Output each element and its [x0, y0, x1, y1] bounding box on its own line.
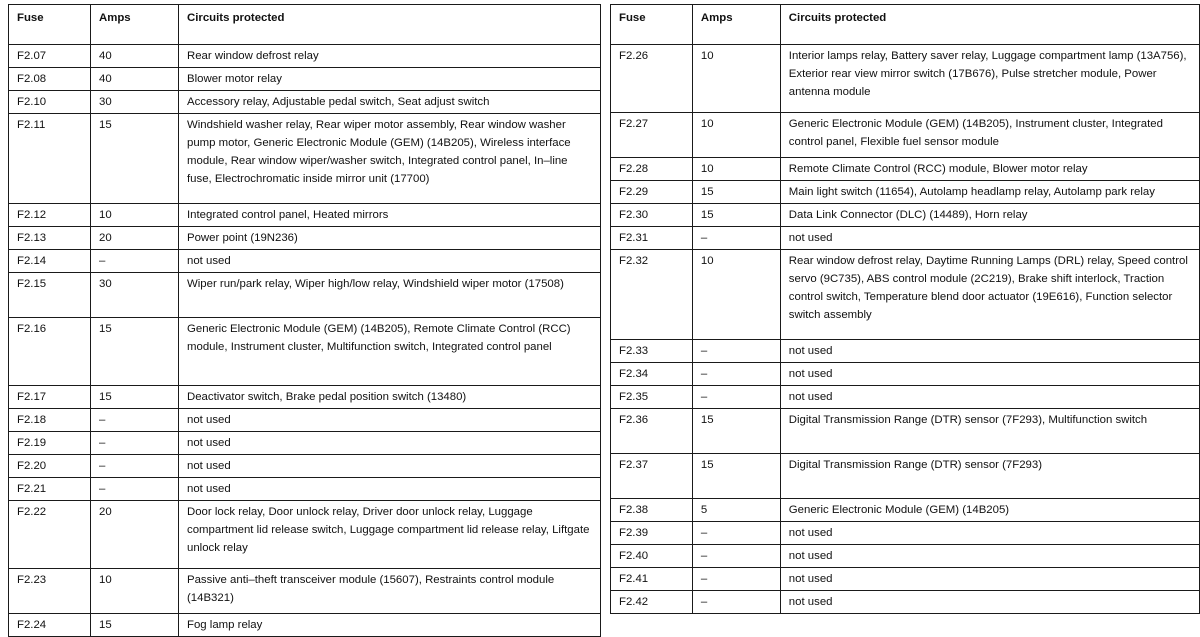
amps-cell: 15	[91, 386, 179, 409]
header-fuse: Fuse	[611, 5, 693, 45]
circuits-cell: Blower motor relay	[179, 68, 601, 91]
fuse-cell: F2.20	[9, 455, 91, 478]
circuits-cell: Door lock relay, Door unlock relay, Driver door unlock relay, Luggage compartment lid release switch, Luggage compartment lid release relay, Liftgate unlock relay	[179, 501, 601, 569]
amps-cell: –	[692, 522, 780, 545]
table-row	[611, 568, 1200, 591]
amps-cell: –	[91, 409, 179, 432]
table-row	[9, 68, 601, 91]
circuits-cell: Power point (19N236)	[179, 227, 601, 250]
fuse-cell: F2.19	[9, 432, 91, 455]
table-row	[611, 340, 1200, 363]
table-row	[611, 250, 1200, 340]
table-row	[611, 545, 1200, 568]
amps-cell: 20	[91, 501, 179, 569]
circuits-cell: Generic Electronic Module (GEM) (14B205), Remote Climate Control (RCC) module, Instrument cluster, Multifunction switch, Integrated control panel	[179, 318, 601, 386]
header-circuits: Circuits protected	[179, 5, 601, 45]
fuse-cell: F2.39	[611, 522, 693, 545]
header-amps: Amps	[692, 5, 780, 45]
table-row	[9, 432, 601, 455]
fuse-cell: F2.36	[611, 409, 693, 454]
table-row	[9, 501, 601, 569]
circuits-cell: Data Link Connector (DLC) (14489), Horn relay	[780, 204, 1199, 227]
fuse-cell: F2.42	[611, 591, 693, 614]
fuse-cell: F2.35	[611, 386, 693, 409]
fuse-cell: F2.29	[611, 181, 693, 204]
circuits-cell: Rear window defrost relay, Daytime Running Lamps (DRL) relay, Speed control servo (9C735), ABS control module (2C219), Brake shift interlock, Traction control switch, Temperature blend door actuator (19E616), Function selector switch assembly	[780, 250, 1199, 340]
amps-cell: 10	[692, 158, 780, 181]
circuits-cell: not used	[179, 478, 601, 501]
amps-cell: –	[692, 568, 780, 591]
fuse-table-left	[8, 4, 601, 637]
fuse-cell: F2.27	[611, 113, 693, 158]
amps-cell: 15	[91, 318, 179, 386]
header-circuits: Circuits protected	[780, 5, 1199, 45]
amps-cell: –	[692, 340, 780, 363]
amps-cell: 10	[692, 45, 780, 113]
table-row	[611, 113, 1200, 158]
fuse-cell: F2.13	[9, 227, 91, 250]
circuits-cell: not used	[179, 409, 601, 432]
amps-cell: 30	[91, 273, 179, 318]
table-row	[9, 204, 601, 227]
circuits-cell: not used	[780, 545, 1199, 568]
circuits-cell: Digital Transmission Range (DTR) sensor (7F293), Multifunction switch	[780, 409, 1199, 454]
table-row	[611, 409, 1200, 454]
fuse-cell: F2.23	[9, 569, 91, 614]
circuits-cell: not used	[780, 340, 1199, 363]
amps-cell: –	[692, 386, 780, 409]
amps-cell: 40	[91, 68, 179, 91]
amps-cell: –	[692, 227, 780, 250]
circuits-cell: not used	[179, 455, 601, 478]
amps-cell: 10	[692, 113, 780, 158]
fuse-cell: F2.16	[9, 318, 91, 386]
amps-cell: 15	[692, 454, 780, 499]
fuse-cell: F2.17	[9, 386, 91, 409]
circuits-cell: Digital Transmission Range (DTR) sensor (7F293)	[780, 454, 1199, 499]
table-row	[9, 614, 601, 637]
fuse-cell: F2.32	[611, 250, 693, 340]
table-row	[9, 45, 601, 68]
table-row	[611, 181, 1200, 204]
table-row	[9, 273, 601, 318]
table-row	[611, 363, 1200, 386]
fuse-cell: F2.21	[9, 478, 91, 501]
amps-cell: 15	[91, 114, 179, 204]
circuits-cell: not used	[780, 363, 1199, 386]
amps-cell: 40	[91, 45, 179, 68]
circuits-cell: not used	[780, 591, 1199, 614]
circuits-cell: Accessory relay, Adjustable pedal switch, Seat adjust switch	[179, 91, 601, 114]
circuits-cell: Rear window defrost relay	[179, 45, 601, 68]
table-row	[9, 478, 601, 501]
fuse-table-right	[610, 4, 1200, 614]
table-row	[9, 318, 601, 386]
circuits-cell: not used	[780, 568, 1199, 591]
fuse-cell: F2.14	[9, 250, 91, 273]
circuits-cell: Integrated control panel, Heated mirrors	[179, 204, 601, 227]
fuse-cell: F2.18	[9, 409, 91, 432]
fuse-cell: F2.28	[611, 158, 693, 181]
circuits-cell: not used	[179, 250, 601, 273]
fuse-cell: F2.15	[9, 273, 91, 318]
table-header-row	[611, 5, 1200, 45]
amps-cell: –	[91, 432, 179, 455]
circuits-cell: not used	[780, 386, 1199, 409]
table-row	[611, 204, 1200, 227]
fuse-cell: F2.26	[611, 45, 693, 113]
circuits-cell: not used	[780, 227, 1199, 250]
table-row	[611, 522, 1200, 545]
table-row	[611, 454, 1200, 499]
amps-cell: 10	[91, 204, 179, 227]
fuse-cell: F2.33	[611, 340, 693, 363]
fuse-cell: F2.30	[611, 204, 693, 227]
table-row	[611, 227, 1200, 250]
fuse-cell: F2.12	[9, 204, 91, 227]
circuits-cell: Remote Climate Control (RCC) module, Blower motor relay	[780, 158, 1199, 181]
circuits-cell: Generic Electronic Module (GEM) (14B205), Instrument cluster, Integrated control panel, Flexible fuel sensor module	[780, 113, 1199, 158]
table-row	[9, 227, 601, 250]
amps-cell: 10	[91, 569, 179, 614]
fuse-cell: F2.07	[9, 45, 91, 68]
table-row	[9, 569, 601, 614]
amps-cell: 15	[692, 409, 780, 454]
table-header-row	[9, 5, 601, 45]
circuits-cell: Generic Electronic Module (GEM) (14B205)	[780, 499, 1199, 522]
circuits-cell: not used	[780, 522, 1199, 545]
amps-cell: –	[91, 250, 179, 273]
fuse-cell: F2.24	[9, 614, 91, 637]
fuse-cell: F2.38	[611, 499, 693, 522]
amps-cell: 15	[91, 614, 179, 637]
amps-cell: –	[692, 545, 780, 568]
table-row	[611, 158, 1200, 181]
circuits-cell: Interior lamps relay, Battery saver relay, Luggage compartment lamp (13A756), Exterior rear view mirror switch (17B676), Pulse stretcher module, Power antenna module	[780, 45, 1199, 113]
table-row	[611, 499, 1200, 522]
fuse-cell: F2.40	[611, 545, 693, 568]
table-row	[611, 45, 1200, 113]
table-row	[9, 250, 601, 273]
table-row	[9, 114, 601, 204]
amps-cell: 20	[91, 227, 179, 250]
table-row	[9, 91, 601, 114]
amps-cell: 15	[692, 181, 780, 204]
amps-cell: –	[91, 478, 179, 501]
fuse-cell: F2.10	[9, 91, 91, 114]
circuits-cell: Windshield washer relay, Rear wiper motor assembly, Rear window washer pump motor, Generic Electronic Module (GEM) (14B205), Wireless interface module, Rear window wiper/washer switch, Integrated control panel, In–line fuse, Electrochromatic inside mirror unit (17700)	[179, 114, 601, 204]
table-row	[9, 409, 601, 432]
circuits-cell: Passive anti–theft transceiver module (15607), Restraints control module (14B321)	[179, 569, 601, 614]
circuits-cell: Deactivator switch, Brake pedal position switch (13480)	[179, 386, 601, 409]
fuse-cell: F2.08	[9, 68, 91, 91]
amps-cell: –	[91, 455, 179, 478]
fuse-cell: F2.37	[611, 454, 693, 499]
fuse-cell: F2.11	[9, 114, 91, 204]
fuse-cell: F2.34	[611, 363, 693, 386]
amps-cell: –	[692, 591, 780, 614]
amps-cell: 10	[692, 250, 780, 340]
fuse-cell: F2.22	[9, 501, 91, 569]
fuse-cell: F2.31	[611, 227, 693, 250]
amps-cell: 15	[692, 204, 780, 227]
amps-cell: 5	[692, 499, 780, 522]
circuits-cell: not used	[179, 432, 601, 455]
table-row	[611, 386, 1200, 409]
circuits-cell: Fog lamp relay	[179, 614, 601, 637]
table-row	[9, 455, 601, 478]
table-row	[611, 591, 1200, 614]
table-row	[9, 386, 601, 409]
header-fuse: Fuse	[9, 5, 91, 45]
amps-cell: 30	[91, 91, 179, 114]
circuits-cell: Wiper run/park relay, Wiper high/low relay, Windshield wiper motor (17508)	[179, 273, 601, 318]
header-amps: Amps	[91, 5, 179, 45]
circuits-cell: Main light switch (11654), Autolamp headlamp relay, Autolamp park relay	[780, 181, 1199, 204]
fuse-cell: F2.41	[611, 568, 693, 591]
amps-cell: –	[692, 363, 780, 386]
